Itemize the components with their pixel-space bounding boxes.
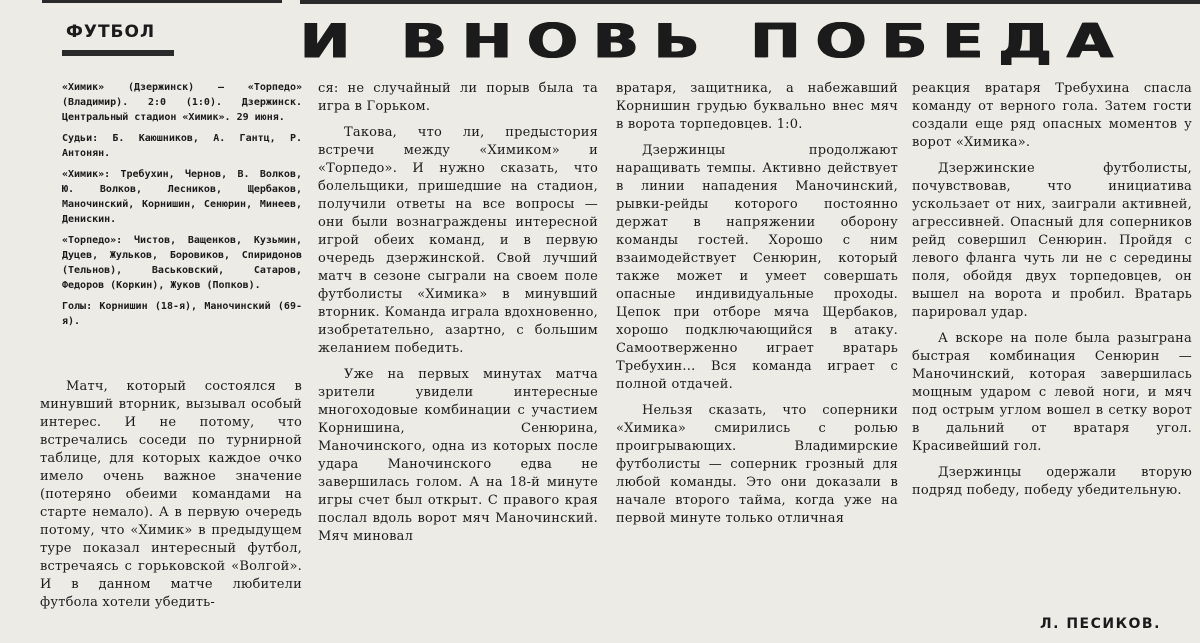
paragraph: вратаря, защитника, а набежавший Корнишин грудью буквально внес мяч в ворота торпедовцев. 1:0.: [616, 81, 898, 132]
top-left-rule: [42, 0, 282, 3]
top-rule: [300, 0, 1200, 4]
lineup-khimik: «Химик»: Требухин, Чернов, В. Волков, Ю. Волков, Лесников, Щербаков, Маночинский, Корнишин, Сенюрин, Минеев, Денискин.: [62, 169, 302, 225]
headline: И ВНОВЬ ПОБЕДА: [300, 14, 1129, 70]
paragraph: Матч, который состоялся в минувший вторник, вызывал особый интерес. И не потому, что встречались соседи по турнирной таблице, для которых каждое очко имело очень важное значение (потеряно обеими командами на старте немало). А в первую очередь потому, что «Химик» в предыдущем туре показал интересный футбол, встречаясь с горьковской «Волгой». И в данном матче любители футбола хотели убедить-: [40, 379, 302, 610]
rubric-underline: [62, 50, 174, 56]
paragraph: Нельзя сказать, что соперники «Химика» смирились с ролью проигрывающих. Владимирские футболисты — соперник грозный для любой команды. Это они доказали в начале второго тайма, когда уже на первой минуте только отличная: [616, 403, 898, 526]
author-signature: Л. ПЕСИКОВ.: [1040, 616, 1161, 632]
paragraph: Уже на первых минутах матча зрители увидели интересные многоходовые комбинации с участием Корнишина, Сенюрина, Маночинского, одна из которых после удара Маночинского едва не завершилась голом. А на 18-й минуте игры счет был открыт. С правого края послал вдоль ворот мяч Маночинский. Мяч миновал: [318, 367, 598, 544]
paragraph: ся: не случайный ли порыв была та игра в Горьком.: [318, 81, 598, 114]
paragraph: Дзержинцы продолжают наращивать темпы. Активно действует в линии нападения Маночинский, рывки-рейды которого постоянно держат в напряжении оборону команды гостей. Хорошо с ним взаимодействует Сенюрин, который также может и умеет совершать опасные индивидуальные проходы. Цепок при отборе мяча Щербаков, хорошо подключающийся в атаку. Самоотверженно играет вратарь Требухин... Вся команда играет с полной отдачей.: [616, 143, 898, 392]
article-column-1: [40, 378, 302, 643]
goals: Голы: Корнишин (18-я), Маночинский (69-я).: [62, 301, 302, 327]
lineup-torpedo: «Торпедо»: Чистов, Ващенков, Кузьмин, Дуцев, Жульков, Боровиков, Спиридонов (Тельнов), Васьковский, Сатаров, Федоров (Коркин), Жуков (Попков).: [62, 235, 302, 291]
paragraph: Такова, что ли, предыстория встречи между «Химиком» и «Торпедо». И нужно сказать, что болельщики, пришедшие на стадион, получили ответы на все вопросы — они были вознаграждены интересной игрой обеих команд, и в первую очередь дзержинской. Свой лучший матч в сезоне сыграли на своем поле футболисты «Химика» в минувший вторник. Команда играла вдохновенно, изобретательно, азартно, с большим желанием победить.: [318, 125, 598, 356]
article-column-2: [318, 80, 598, 643]
paragraph: Дзержинцы одержали вторую подряд победу, победу убедительную.: [912, 465, 1192, 498]
referees: Судьи: Б. Каюшников, А. Гантц, Р. Антонян.: [62, 133, 302, 159]
paragraph: А вскоре на поле была разыграна быстрая комбинация Сенюрин — Маночинский, которая завершилась мощным ударом с левой ноги, и мяч под острым углом вошел в сетку ворот в дальний от вратаря угол. Красивейший гол.: [912, 331, 1192, 454]
match-result: «Химик» (Дзержинск) — «Торпедо» (Владимир). 2:0 (1:0). Дзержинск. Центральный стадион «Химик». 29 июня.: [62, 82, 302, 123]
article-column-4: [912, 80, 1192, 643]
article-column-3: [616, 80, 898, 643]
paragraph: реакция вратаря Требухина спасла команду от верного гола. Затем гости создали еще ряд опасных моментов у ворот «Химика».: [912, 81, 1192, 150]
paragraph: Дзержинские футболисты, почувствовав, что инициатива ускользает от них, заиграли активней, агрессивней. Опасный для соперников рейд совершил Сенюрин. Пройдя с левого фланга чуть ли не с середины поля, обойдя двух торпедовцев, он вышел на ворота и пробил. Вратарь парировал удар.: [912, 161, 1192, 320]
match-info-block: [62, 80, 302, 380]
rubric-label: ФУТБОЛ: [66, 22, 156, 42]
